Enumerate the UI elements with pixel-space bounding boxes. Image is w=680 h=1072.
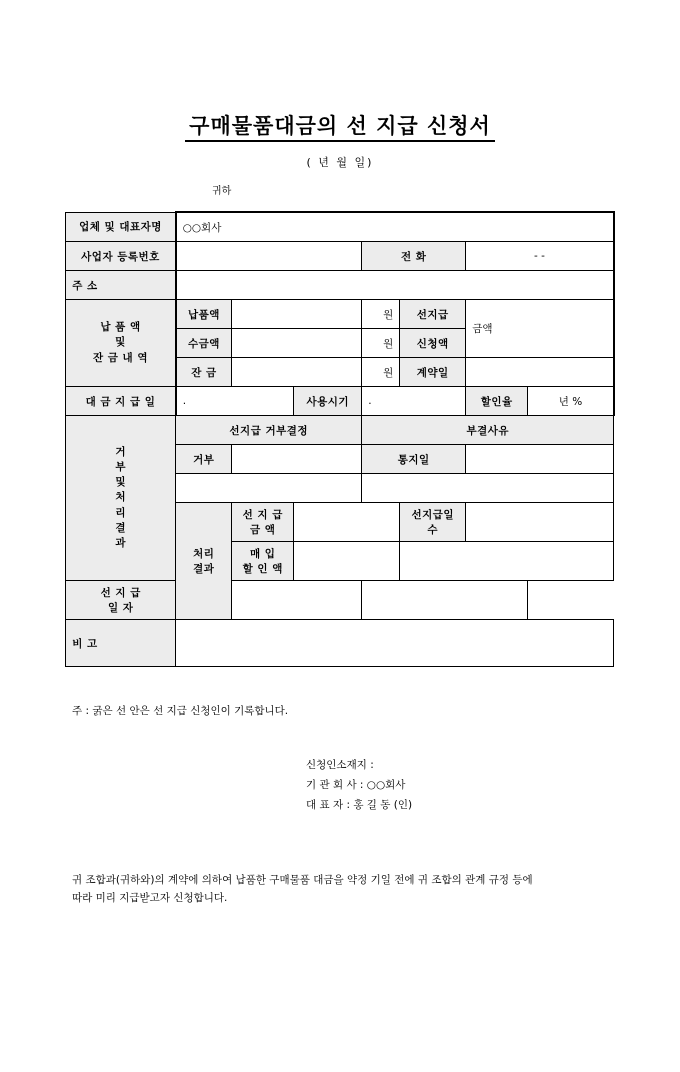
contract-date-label: 계약일 [400, 358, 466, 387]
address-value[interactable] [176, 271, 614, 300]
prepay-days-label: 선지급일수 [400, 503, 466, 542]
use-period-value[interactable]: . [362, 387, 466, 416]
discount-rate-value[interactable]: 년 % [528, 387, 614, 416]
collected-amount-label: 수금액 [176, 329, 232, 358]
prepay-date-label-line2: 일 자 [108, 602, 134, 614]
prepay-date-label [66, 581, 176, 620]
remark-label: 비 고 [66, 620, 176, 667]
prepay-date-extra[interactable] [362, 581, 528, 620]
collected-amount-value[interactable] [232, 329, 362, 358]
prepay-request-value[interactable]: 금액 [466, 300, 614, 358]
table-row [66, 212, 614, 242]
prepay-date-label-line1: 선 지 급 [100, 587, 141, 599]
purchase-discount-label-line2: 할 인 액 [242, 563, 283, 575]
table-row [66, 271, 614, 300]
recipient-label: 귀하 [212, 186, 232, 197]
balance-label: 잔 금 [176, 358, 232, 387]
company-value[interactable]: ○○회사 [176, 212, 614, 242]
prepay-amount-label [232, 503, 294, 542]
reject-reason-value[interactable] [362, 474, 614, 503]
table-row [66, 620, 614, 667]
footer-line-1: 귀 조합과(귀하와)의 계약에 의하여 납품한 구매물품 대금을 약정 기일 전에 귀 조합의 관계 규정 등에 [72, 873, 533, 886]
prepay-amount-label-line1: 선 지 급 [242, 509, 283, 521]
result-label [176, 503, 232, 620]
vlabel-3: 처 [115, 491, 127, 504]
table-row [66, 416, 614, 445]
vlabel-1: 부 [115, 460, 127, 473]
reject-decision-header: 선지급 거부결정 [176, 416, 362, 445]
applicant-address-line: 신청인소재지 : [306, 759, 374, 771]
vlabel-4: 리 [115, 506, 127, 519]
reject-reason-header: 부결사유 [362, 416, 614, 445]
reject-label: 거부 [176, 445, 232, 474]
delivery-amount-value[interactable] [232, 300, 362, 329]
bizno-label: 사업자 등록번호 [66, 242, 176, 271]
title-underline [185, 140, 495, 142]
result-label-line1: 처리 [193, 548, 215, 560]
table-row [66, 387, 614, 416]
notice-date-label: 통지일 [362, 445, 466, 474]
prepay-date-value[interactable] [232, 581, 362, 620]
decision-block-vertical-label [66, 416, 176, 581]
collected-amount-unit: 원 [362, 329, 400, 358]
footer-statement [72, 872, 617, 908]
contract-date-value[interactable] [466, 358, 614, 387]
phone-value[interactable]: - - [466, 242, 614, 271]
page-title: 구매물품대금의 선 지급 신청서 [189, 114, 491, 138]
purchase-discount-label-line1: 매 입 [250, 548, 276, 560]
vlabel-5: 결 [115, 521, 127, 534]
remark-value[interactable] [176, 620, 614, 667]
vlabel-2: 및 [115, 476, 127, 489]
vlabel-0: 거 [115, 445, 127, 458]
prepay-request-label2: 신청액 [400, 329, 466, 358]
purchase-discount-value[interactable] [294, 542, 400, 581]
company-label: 업체 및 대표자명 [66, 212, 176, 242]
document-page [0, 110, 680, 1072]
phone-label: 전 화 [362, 242, 466, 271]
reject-note-value[interactable] [176, 474, 362, 503]
prepay-days-value[interactable] [466, 503, 614, 542]
amount-block-label-line1: 납 품 액 [100, 321, 141, 334]
balance-unit: 원 [362, 358, 400, 387]
prepay-amount-value[interactable] [294, 503, 400, 542]
discount-rate-label: 할인율 [466, 387, 528, 416]
table-row [66, 581, 614, 620]
signature-block [306, 756, 680, 816]
purchase-discount-label [232, 542, 294, 581]
application-form-table [65, 211, 615, 667]
notice-date-value[interactable] [466, 445, 614, 474]
amount-block-label-line2: 및 [115, 336, 126, 349]
payment-date-value[interactable]: . [176, 387, 294, 416]
form-note: 주 : 굵은 선 안은 선 지급 신청인이 기록합니다. [72, 705, 289, 717]
table-row [66, 242, 614, 271]
amount-block-label-line3: 잔 금 내 역 [92, 351, 148, 364]
result-label-line2: 결과 [193, 563, 215, 575]
prepay-request-label-line1: 선지급 [416, 308, 449, 321]
vlabel-6: 과 [115, 537, 127, 550]
amount-block-label [66, 300, 176, 387]
payment-date-label: 대 금 지 급 일 [66, 387, 176, 416]
address-label: 주 소 [66, 271, 176, 300]
table-row [66, 300, 614, 329]
footer-line-2: 따라 미리 지급받고자 신청합니다. [72, 891, 228, 904]
applicant-company-line: 기 관 회 사 : ○○회사 [306, 778, 406, 791]
document-date-line: ( 년 월 일) [306, 156, 374, 169]
applicant-representative-line: 대 표 자 : 홍 길 동 (인) [306, 798, 413, 811]
bizno-value[interactable] [176, 242, 362, 271]
delivery-amount-unit: 원 [362, 300, 400, 329]
balance-value[interactable] [232, 358, 362, 387]
reject-value[interactable] [232, 445, 362, 474]
purchase-discount-extra[interactable] [400, 542, 614, 581]
use-period-label: 사용시기 [294, 387, 362, 416]
delivery-amount-label: 납품액 [176, 300, 232, 329]
prepay-amount-label-line2: 금 액 [250, 524, 276, 536]
prepay-request-label [400, 300, 466, 329]
